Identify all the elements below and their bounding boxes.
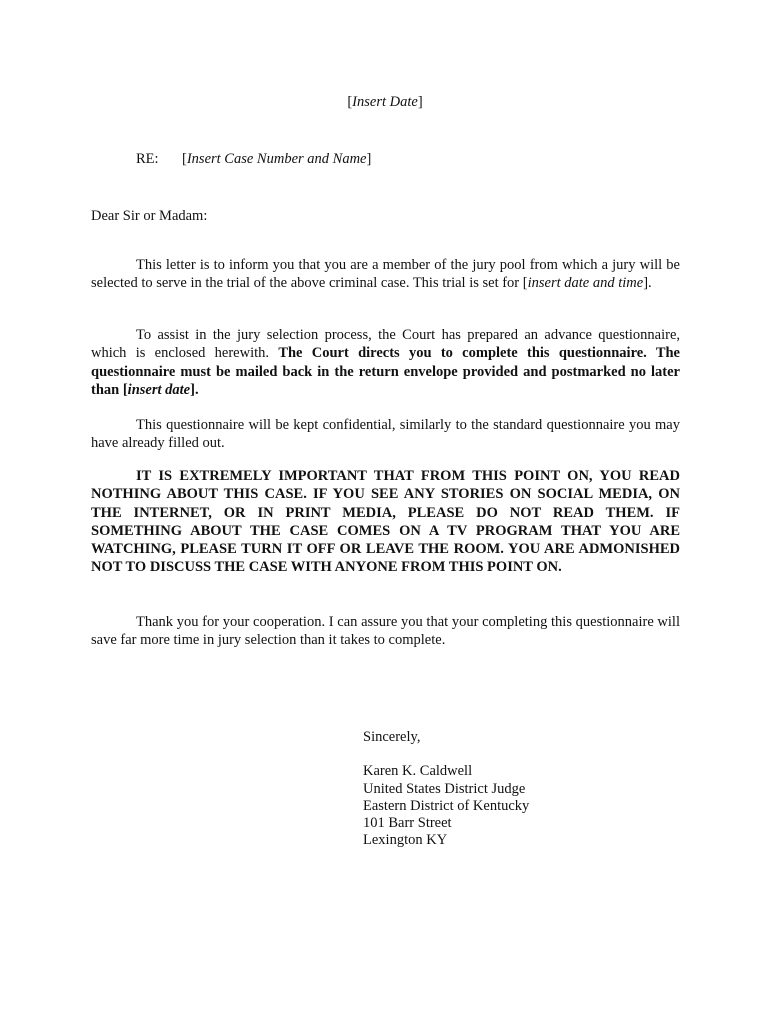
p2-bold: The Court directs you to complete this questionnaire. The questionnaire must be mailed back in the return envelope provided and postmarked no later than [ [91, 345, 680, 398]
signer-district: Eastern District of Kentucky [363, 797, 530, 814]
p2-bold-placeholder: insert date [127, 381, 191, 398]
paragraph-admonition [91, 467, 680, 577]
p3-text: This questionnaire will be kept confidential, similarly to the standard questionnaire you may have already filled out. [91, 417, 680, 452]
re-label: RE: [136, 151, 159, 167]
paragraph-questionnaire [91, 326, 680, 399]
p1-end: ]. [643, 275, 652, 292]
signer-name: Karen K. Caldwell [363, 763, 473, 780]
case-placeholder: Insert Case Number and Name [186, 151, 367, 167]
signer-city: Lexington KY [363, 832, 448, 849]
signature-block [363, 729, 529, 850]
closing: Sincerely, [363, 729, 421, 745]
signer-street: 101 Barr Street [363, 815, 452, 832]
salutation: Dear Sir or Madam: [91, 208, 208, 224]
p2-text: To assist in the jury selection process, the Court has prepared an advance questionnaire, which is enclosed herewith. [91, 327, 680, 362]
date-placeholder: Insert Date [352, 94, 418, 110]
p1-text: This letter is to inform you that you are a member of the jury pool from which a jury will be selected to serve in the trial of the above criminal case. This trial is set for [ [91, 257, 680, 292]
paragraph-thanks [91, 613, 680, 650]
re-line: RE: [Insert Case Number and Name] [136, 151, 372, 167]
p4-text: IT IS EXTREMELY IMPORTANT THAT FROM THIS POINT ON, YOU READ NOTHING ABOUT THIS CASE. IF YOU SEE ANY STORIES ON SOCIAL MEDIA, ON THE INTERNET, OR IN PRINT MEDIA, PLEASE DO NOT READ THEM. IF SOMETHING ABOUT THE CASE COMES ON A TV PROGRAM THAT YOU ARE WATCHING, PLEASE TURN IT OFF OR LEAVE THE ROOM. YOU ARE ADMONISHED NOT TO DISCUSS THE CASE WITH ANYONE FROM THIS POINT ON. [91, 468, 680, 576]
paragraph-confidential [91, 416, 680, 453]
p1-placeholder: insert date and time [527, 275, 644, 292]
paragraph-jury-pool [91, 256, 680, 293]
signer-title: United States District Judge [363, 780, 526, 797]
date-line: [Insert Date] [347, 94, 423, 110]
p5-text: Thank you for your cooperation. I can assure you that your completing this questionnaire will save far more time in jury selection than it takes to complete. [91, 614, 680, 649]
p2-bold-end: ]. [190, 381, 199, 398]
